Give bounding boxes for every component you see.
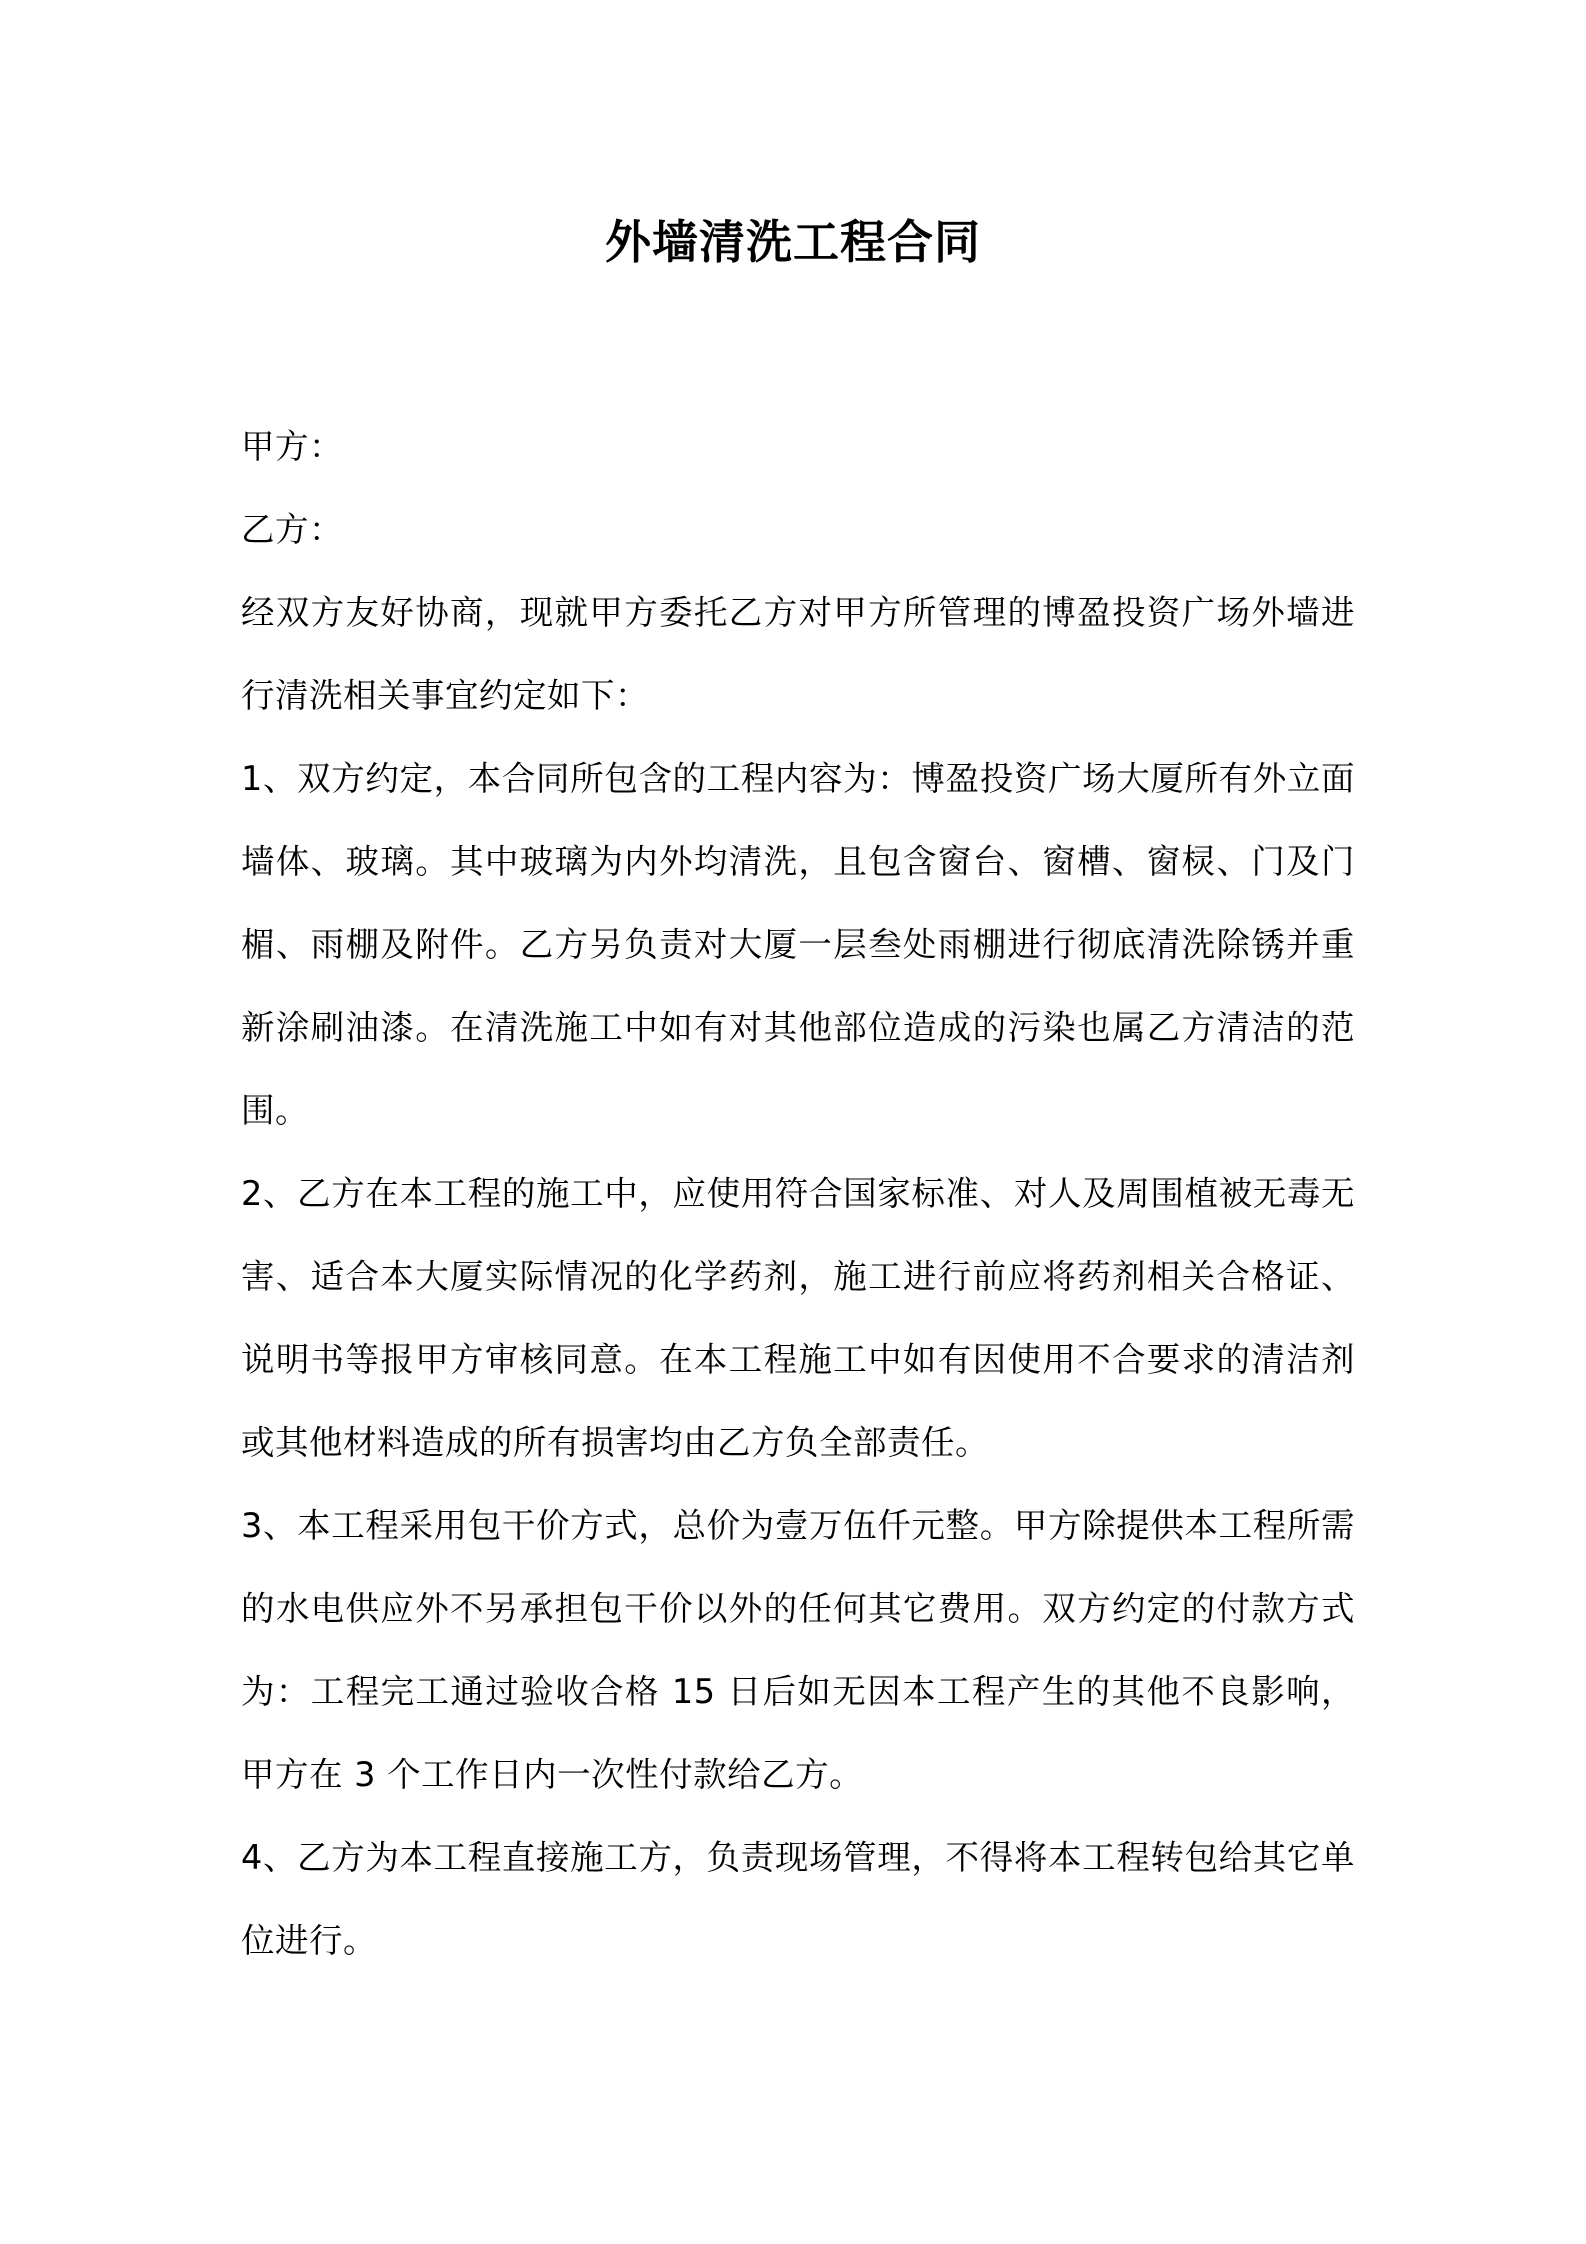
document-body	[241, 405, 1355, 1982]
clause-4: 4、乙方为本工程直接施工方，负责现场管理，不得将本工程转包给其它单位进行。	[241, 1838, 1355, 1960]
clause-1: 1、双方约定，本合同所包含的工程内容为：博盈投资广场大厦所有外立面墙体、玻璃。其中玻璃为内外均清洗，且包含窗台、窗槽、窗棂、门及门楣、雨棚及附件。乙方另负责对大厦一层叁处雨棚进行彻底清洗除锈并重新涂刷油漆。在清洗施工中如有对其他部位造成的污染也属乙方清洁的范围。	[241, 759, 1355, 1130]
party-a-line: 甲方：	[241, 427, 343, 466]
clause-3: 3、本工程采用包干价方式，总价为壹万伍仟元整。甲方除提供本工程所需的水电供应外不另承担包干价以外的任何其它费用。双方约定的付款方式为：工程完工通过验收合格 15 日后如无因本工程产生的其他不良影响，甲方在 3 个工作日内一次性付款给乙方。	[241, 1506, 1355, 1794]
document-title: 外墙清洗工程合同	[605, 215, 981, 269]
clause-2: 2、乙方在本工程的施工中，应使用符合国家标准、对人及周围植被无毒无害、适合本大厦实际情况的化学药剂，施工进行前应将药剂相关合格证、说明书等报甲方审核同意。在本工程施工中如有因使用不合要求的清洁剂或其他材料造成的所有损害均由乙方负全部责任。	[241, 1174, 1355, 1462]
party-b-line: 乙方：	[241, 510, 343, 549]
intro-paragraph: 经双方友好协商，现就甲方委托乙方对甲方所管理的博盈投资广场外墙进行清洗相关事宜约定如下：	[241, 593, 1355, 715]
